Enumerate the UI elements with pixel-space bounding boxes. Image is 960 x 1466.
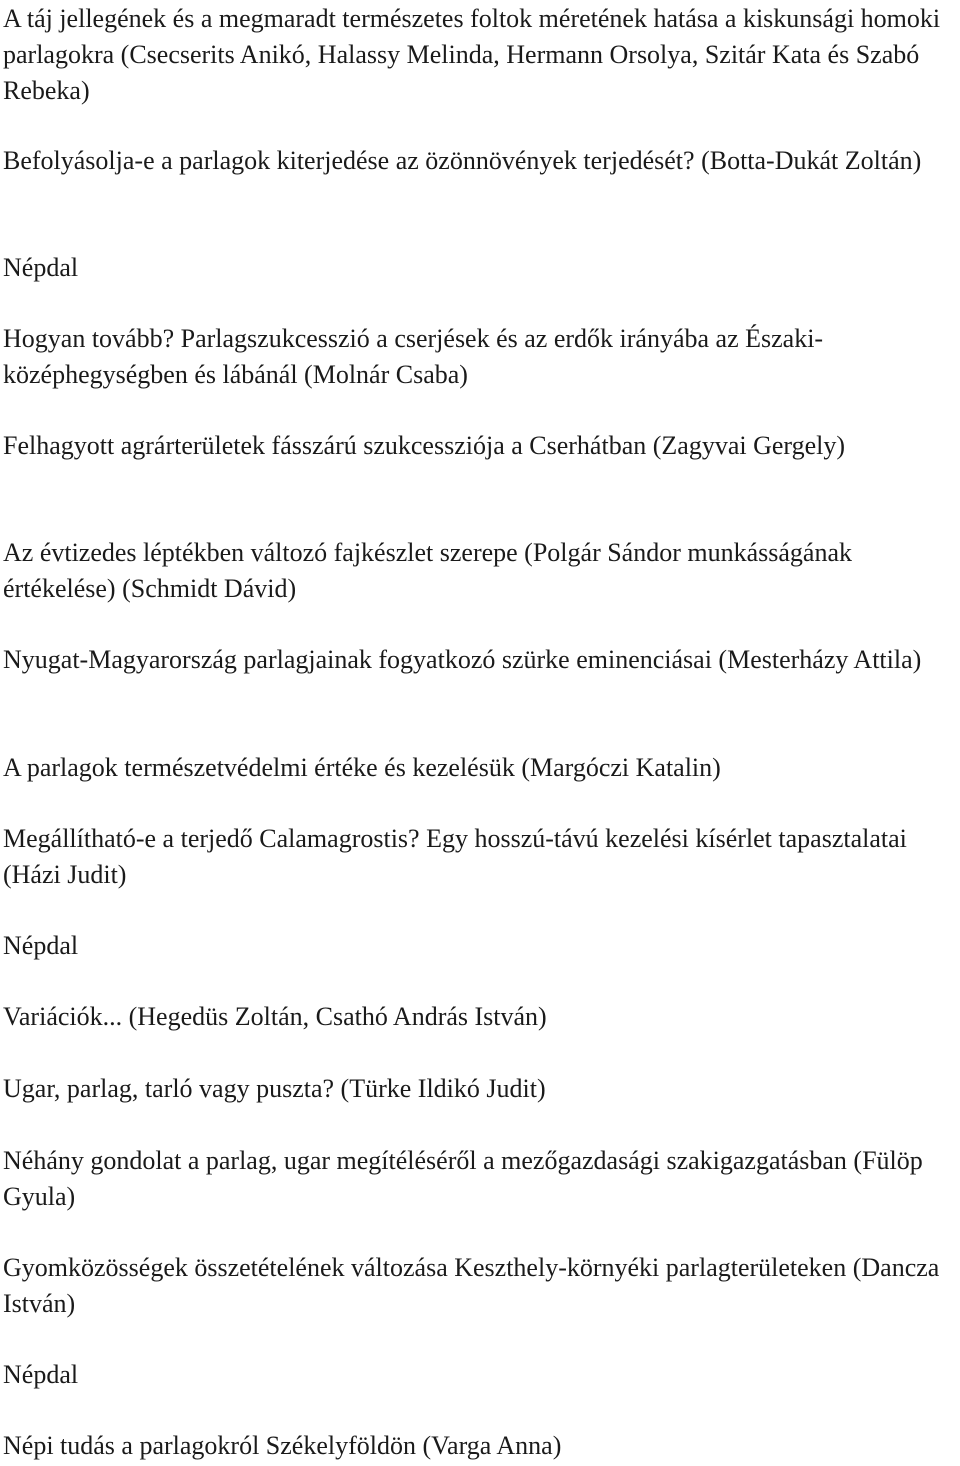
- program-item-talk: A parlagok természetvédelmi értéke és kezelésük (Margóczi Katalin): [3, 753, 721, 782]
- program-item-talk: Hogyan tovább? Parlagszukcesszió a cserjések és az erdők irányába az Északi-középhegységben és lábánál (Molnár Csaba): [3, 324, 824, 389]
- program-item-song: Népdal: [3, 931, 79, 960]
- program-item-talk: Az évtizedes léptékben változó fajkészlet szerepe (Polgár Sándor munkásságának értékelése) (Schmidt Dávid): [3, 538, 852, 603]
- program-item-song: Népdal: [3, 253, 79, 282]
- program-item-talk: A táj jellegének és a megmaradt természetes foltok méretének hatása a kiskunsági homoki parlagokra (Csecserits Anikó, Halassy Melinda, Hermann Orsolya, Szitár Kata és Szabó Rebeka): [3, 4, 941, 105]
- program-item-talk: Megállítható-e a terjedő Calamagrostis? Egy hosszú-távú kezelési kísérlet tapasztalatai (Házi Judit): [3, 824, 907, 889]
- program-item-talk: Nyugat-Magyarország parlagjainak fogyatkozó szürke eminenciásai (Mesterházy Attila): [3, 645, 922, 674]
- program-item-talk: Népi tudás a parlagokról Székelyföldön (Varga Anna): [3, 1431, 562, 1460]
- program-item-talk: Befolyásolja-e a parlagok kiterjedése az özönnövények terjedését? (Botta-Dukát Zoltán): [3, 146, 922, 175]
- program-item-talk: Néhány gondolat a parlag, ugar megítéléséről a mezőgazdasági szakigazgatásban (Fülöp Gyula): [3, 1146, 923, 1211]
- program-item-talk: Ugar, parlag, tarló vagy puszta? (Türke Ildikó Judit): [3, 1074, 546, 1103]
- program-item-talk: Felhagyott agrárterületek fásszárú szukcessziója a Cserhátban (Zagyvai Gergely): [3, 431, 846, 460]
- program-item-talk: Gyomközösségek összetételének változása Keszthely-környéki parlagterületeken (Dancza István): [3, 1253, 940, 1318]
- program-item-talk: Variációk... (Hegedüs Zoltán, Csathó András István): [3, 1002, 547, 1031]
- program-item-song: Népdal: [3, 1360, 79, 1389]
